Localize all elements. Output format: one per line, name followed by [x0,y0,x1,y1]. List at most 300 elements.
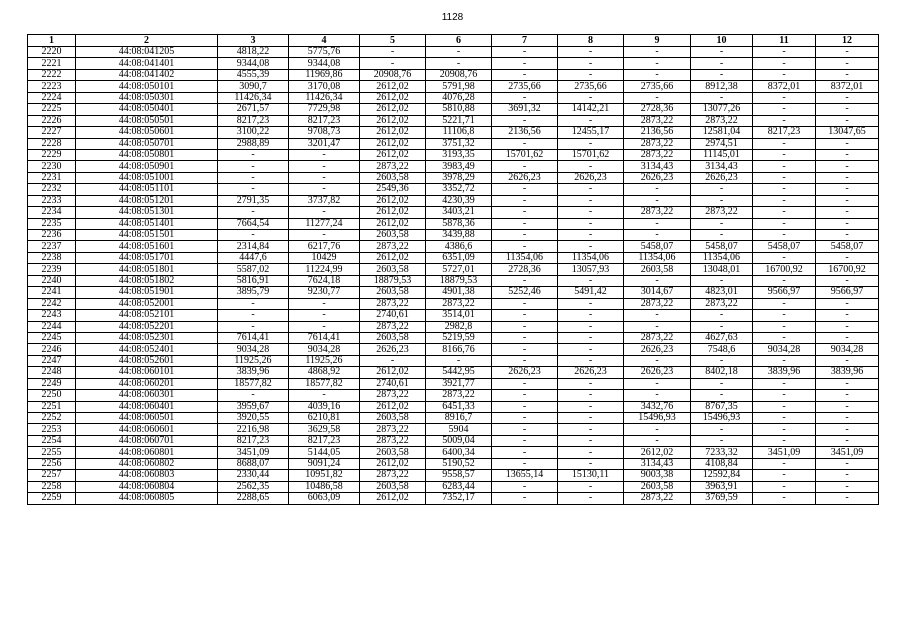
table-cell: 7614,41 [289,332,360,343]
table-cell: 2626,23 [558,367,624,378]
table-cell: 5904 [426,424,492,435]
table-cell: - [691,321,753,332]
table-cell: 2873,22 [624,298,691,309]
table-cell: - [816,413,879,424]
table-cell: - [360,58,426,69]
table-cell: 9566,97 [753,287,816,298]
table-cell: 2873,22 [360,321,426,332]
table-cell: - [753,332,816,343]
table-cell: 8688,07 [218,458,289,469]
table-cell: 6217,76 [289,241,360,252]
table-cell: 5190,52 [426,458,492,469]
table-cell: 2873,22 [691,298,753,309]
column-header-2: 2 [76,35,218,47]
table-cell: - [753,184,816,195]
table-cell: - [558,390,624,401]
table-cell: 2235 [28,218,76,229]
column-header-9: 9 [624,35,691,47]
table-cell: 3978,29 [426,172,492,183]
table-cell: 7624,18 [289,275,360,286]
table-cell: - [691,230,753,241]
table-cell: 5009,04 [426,435,492,446]
table-header [28,35,879,47]
table-cell: 2603,58 [360,413,426,424]
table-row [28,344,879,355]
table-cell: 15130,11 [558,470,624,481]
table-cell: - [558,481,624,492]
table-cell: 11354,06 [558,252,624,263]
table-cell: 11145,01 [691,149,753,160]
table-cell: 11224,99 [289,264,360,275]
table-cell: 4627,63 [691,332,753,343]
table-row [28,401,879,412]
table-cell: 2314,84 [218,241,289,252]
table-cell: 44:08:050901 [76,161,218,172]
table-cell: 44:08:051401 [76,218,218,229]
table-cell: - [816,390,879,401]
table-cell: 2245 [28,332,76,343]
table-cell: 4076,28 [426,92,492,103]
table-cell: 2612,02 [624,447,691,458]
table-cell: 2603,58 [624,264,691,275]
table-cell: - [558,458,624,469]
table-cell: 8217,23 [753,127,816,138]
table-cell: - [289,207,360,218]
table-cell: 2223 [28,81,76,92]
table-cell: - [753,493,816,504]
table-cell: - [624,218,691,229]
table-cell: - [816,92,879,103]
table-cell: 44:08:052101 [76,310,218,321]
table-cell: - [558,218,624,229]
table-cell: - [753,218,816,229]
table-cell: - [492,161,558,172]
table-cell: 15496,93 [624,413,691,424]
table-cell: 2249 [28,378,76,389]
table-cell: - [492,58,558,69]
table-cell: 5491,42 [558,287,624,298]
table-cell: 44:08:060301 [76,390,218,401]
table-cell: 2612,02 [360,207,426,218]
table-cell: 3514,01 [426,310,492,321]
table-cell: 2873,22 [624,138,691,149]
table-cell: - [492,195,558,206]
table-cell: 8372,01 [816,81,879,92]
table-cell: 3134,43 [624,161,691,172]
table-cell: 2258 [28,481,76,492]
table-cell: 3839,96 [753,367,816,378]
table-cell: 44:08:051701 [76,252,218,263]
table-cell: 2603,58 [360,230,426,241]
table-cell: - [753,390,816,401]
table-cell: 7729,98 [289,104,360,115]
table-cell: - [691,92,753,103]
table-cell: - [753,424,816,435]
table-cell: - [691,195,753,206]
table-cell: 3134,43 [624,458,691,469]
table-cell: - [691,47,753,58]
table-cell: - [492,401,558,412]
table-cell: 7352,17 [426,493,492,504]
table-cell: 3432,76 [624,401,691,412]
table-cell: - [753,275,816,286]
table-row [28,447,879,458]
table-cell: 4818,22 [218,47,289,58]
table-cell: - [816,458,879,469]
table-cell: 4386,6 [426,241,492,252]
table-row [28,138,879,149]
table-cell: 4555,39 [218,69,289,80]
table-row [28,298,879,309]
table-cell: 2243 [28,310,76,321]
table-cell: - [624,58,691,69]
table-cell: 8402,18 [691,367,753,378]
table-cell: 2603,58 [624,481,691,492]
table-cell: 16700,92 [753,264,816,275]
table-cell: - [816,401,879,412]
table-cell: - [624,435,691,446]
table-cell: 3090,7 [218,81,289,92]
table-cell: 3451,09 [816,447,879,458]
table-cell: - [691,424,753,435]
table-cell: - [289,161,360,172]
table-cell: 2873,22 [691,115,753,126]
table-cell: 44:08:060804 [76,481,218,492]
table-row [28,252,879,263]
table-cell: - [426,355,492,366]
table-cell: 10486,58 [289,481,360,492]
table-cell: 5144,05 [289,447,360,458]
table-row [28,413,879,424]
column-header-6: 6 [426,35,492,47]
table-row [28,287,879,298]
table-cell: 2256 [28,458,76,469]
table-cell: - [816,275,879,286]
table-cell: 2239 [28,264,76,275]
table-cell: 9091,24 [289,458,360,469]
table-row [28,149,879,160]
table-cell: 3439,88 [426,230,492,241]
table-cell: - [816,115,879,126]
table-row [28,424,879,435]
table-cell: 44:08:051101 [76,184,218,195]
table-cell: 3629,58 [289,424,360,435]
table-cell: 3839,96 [218,367,289,378]
table-cell: 11925,26 [289,355,360,366]
table-cell: 7548,6 [691,344,753,355]
table-cell: 11426,34 [289,92,360,103]
table-cell: - [289,184,360,195]
table-cell: - [218,230,289,241]
table-cell: - [691,435,753,446]
table-cell: - [492,332,558,343]
table-cell: 15701,62 [492,149,558,160]
table-cell: 44:08:060101 [76,367,218,378]
table-cell: - [816,355,879,366]
table-cell: - [816,207,879,218]
table-cell: 2626,23 [691,172,753,183]
table-cell: - [492,218,558,229]
table-row [28,264,879,275]
table-cell: - [558,378,624,389]
table-cell: 2873,22 [624,332,691,343]
table-cell: 2626,23 [492,367,558,378]
table-cell: 11354,06 [691,252,753,263]
table-cell: - [816,218,879,229]
table-cell: - [218,310,289,321]
table-cell: - [218,149,289,160]
table-cell: 9230,77 [289,287,360,298]
table-cell: 18879,53 [426,275,492,286]
table-cell: - [816,481,879,492]
table-cell: 2612,02 [360,138,426,149]
table-cell: 2251 [28,401,76,412]
table-cell: - [492,69,558,80]
table-cell: - [753,321,816,332]
table-cell: - [558,332,624,343]
table-cell: - [816,47,879,58]
table-cell: 2735,66 [558,81,624,92]
table-cell: 3193,35 [426,149,492,160]
table-cell: 8372,01 [753,81,816,92]
table-cell: 2626,23 [624,172,691,183]
table-cell: 11354,06 [492,252,558,263]
table-cell: 2225 [28,104,76,115]
table-cell: 2253 [28,424,76,435]
table-cell: - [624,321,691,332]
table-cell: 12592,84 [691,470,753,481]
table-row [28,470,879,481]
table-cell: - [492,298,558,309]
table-cell: 5775,76 [289,47,360,58]
table-cell: 3959,67 [218,401,289,412]
table-cell: 3403,21 [426,207,492,218]
table-cell: 44:08:052201 [76,321,218,332]
table-cell: 2873,22 [360,390,426,401]
table-cell: - [753,435,816,446]
table-cell: 2735,66 [492,81,558,92]
table-cell: 3451,09 [753,447,816,458]
table-row [28,332,879,343]
table-cell: 6283,44 [426,481,492,492]
table-cell: - [753,92,816,103]
table-cell: 8217,23 [218,115,289,126]
table-cell: 2873,22 [624,115,691,126]
table-cell: 5458,07 [624,241,691,252]
table-cell: 18577,82 [218,378,289,389]
table-row [28,378,879,389]
table-cell: 2626,23 [360,344,426,355]
table-cell: 3963,91 [691,481,753,492]
table-cell: - [816,493,879,504]
table-cell: 15496,93 [691,413,753,424]
table-cell: 7664,54 [218,218,289,229]
table-cell: - [558,92,624,103]
table-cell: - [492,241,558,252]
table-cell: - [492,115,558,126]
table-cell: 2229 [28,149,76,160]
table-cell: 44:08:051001 [76,172,218,183]
table-cell: 44:08:051201 [76,195,218,206]
table-cell: - [218,172,289,183]
table-cell: - [492,413,558,424]
table-cell: - [816,424,879,435]
table-cell: 3451,09 [218,447,289,458]
table-body [28,47,879,505]
table-cell: 3170,08 [289,81,360,92]
table-cell: 2612,02 [360,81,426,92]
table-cell: - [492,321,558,332]
table-cell: - [426,58,492,69]
table-cell: 44:08:060805 [76,493,218,504]
table-cell: 6400,34 [426,447,492,458]
table-cell: 44:08:051301 [76,207,218,218]
table-cell: - [753,298,816,309]
table-cell: 44:08:051901 [76,287,218,298]
table-cell: 9566,97 [816,287,879,298]
table-cell: 2216,98 [218,424,289,435]
table-cell: 2226 [28,115,76,126]
table-cell: 2252 [28,413,76,424]
table-cell: 2982,8 [426,321,492,332]
header-row [28,35,879,47]
table-cell: - [753,355,816,366]
table-cell: 11969,86 [289,69,360,80]
table-cell: 5791,98 [426,81,492,92]
table-cell: 2136,56 [624,127,691,138]
table-cell: - [558,161,624,172]
table-cell: - [816,332,879,343]
table-cell: 2974,51 [691,138,753,149]
table-cell: 44:08:050501 [76,115,218,126]
table-cell: 13655,14 [492,470,558,481]
table-cell: - [492,344,558,355]
table-cell: 2136,56 [492,127,558,138]
table-cell: 2237 [28,241,76,252]
table-cell: - [558,401,624,412]
table-cell: - [753,207,816,218]
table-cell: 3895,79 [218,287,289,298]
table-cell: - [492,275,558,286]
table-cell: 8916,7 [426,413,492,424]
table-cell: 44:08:041402 [76,69,218,80]
table-cell: 2233 [28,195,76,206]
column-header-5: 5 [360,35,426,47]
table-cell: 20908,76 [426,69,492,80]
table-cell: - [816,195,879,206]
table-row [28,355,879,366]
table-row [28,230,879,241]
table-row [28,69,879,80]
table-cell: - [753,252,816,263]
table-row [28,47,879,58]
table-cell: 10951,82 [289,470,360,481]
table-cell: 12455,17 [558,127,624,138]
table-cell: - [691,390,753,401]
table-cell: 2873,22 [360,470,426,481]
table-cell: 9344,08 [218,58,289,69]
table-cell: 11925,26 [218,355,289,366]
table-cell: 2257 [28,470,76,481]
table-cell: 13077,26 [691,104,753,115]
table-cell: - [218,321,289,332]
table-cell: 2740,61 [360,310,426,321]
table-row [28,115,879,126]
table-cell: - [624,92,691,103]
table-cell: 2242 [28,298,76,309]
table-cell: 2728,36 [624,104,691,115]
table-cell: - [624,310,691,321]
table-cell: 18577,82 [289,378,360,389]
table-cell: - [492,184,558,195]
table-cell: - [558,230,624,241]
table-cell: 2222 [28,69,76,80]
table-cell: 2612,02 [360,127,426,138]
table-cell: - [691,275,753,286]
table-cell: - [558,435,624,446]
column-header-8: 8 [558,35,624,47]
table-cell: 2626,23 [624,344,691,355]
table-cell: 5221,71 [426,115,492,126]
table-cell: 18879,53 [360,275,426,286]
table-cell: 44:08:060401 [76,401,218,412]
table-cell: 8217,23 [218,435,289,446]
table-row [28,218,879,229]
table-cell: - [218,298,289,309]
table-cell: 2562,35 [218,481,289,492]
table-cell: 44:08:052401 [76,344,218,355]
table-row [28,241,879,252]
table-cell: 16700,92 [816,264,879,275]
table-row [28,493,879,504]
table-cell: 44:08:050401 [76,104,218,115]
table-cell: 8217,23 [289,115,360,126]
table-cell: 2735,66 [624,81,691,92]
table-cell: 2254 [28,435,76,446]
table-cell: - [218,390,289,401]
table-cell: - [492,390,558,401]
table-row [28,58,879,69]
table-cell: 14142,21 [558,104,624,115]
table-cell: - [558,184,624,195]
table-cell: 2549,36 [360,184,426,195]
table-cell: - [816,435,879,446]
table-cell: - [624,195,691,206]
table-cell: - [816,161,879,172]
table-cell: - [218,184,289,195]
table-cell: - [558,195,624,206]
table-row [28,458,879,469]
table-cell: - [816,58,879,69]
table-cell: 5878,36 [426,218,492,229]
table-cell: 9708,73 [289,127,360,138]
table-cell: - [691,69,753,80]
table-row [28,435,879,446]
table-cell: 7233,32 [691,447,753,458]
table-cell: - [816,138,879,149]
table-cell: 13047,65 [816,127,879,138]
table-cell: - [816,104,879,115]
table-cell: - [492,458,558,469]
table-cell: - [753,378,816,389]
table-cell: 44:08:060802 [76,458,218,469]
table-cell: - [624,230,691,241]
table-cell: - [492,424,558,435]
table-cell: - [753,172,816,183]
table-cell: - [558,47,624,58]
column-header-4: 4 [289,35,360,47]
table-cell: 3100,22 [218,127,289,138]
